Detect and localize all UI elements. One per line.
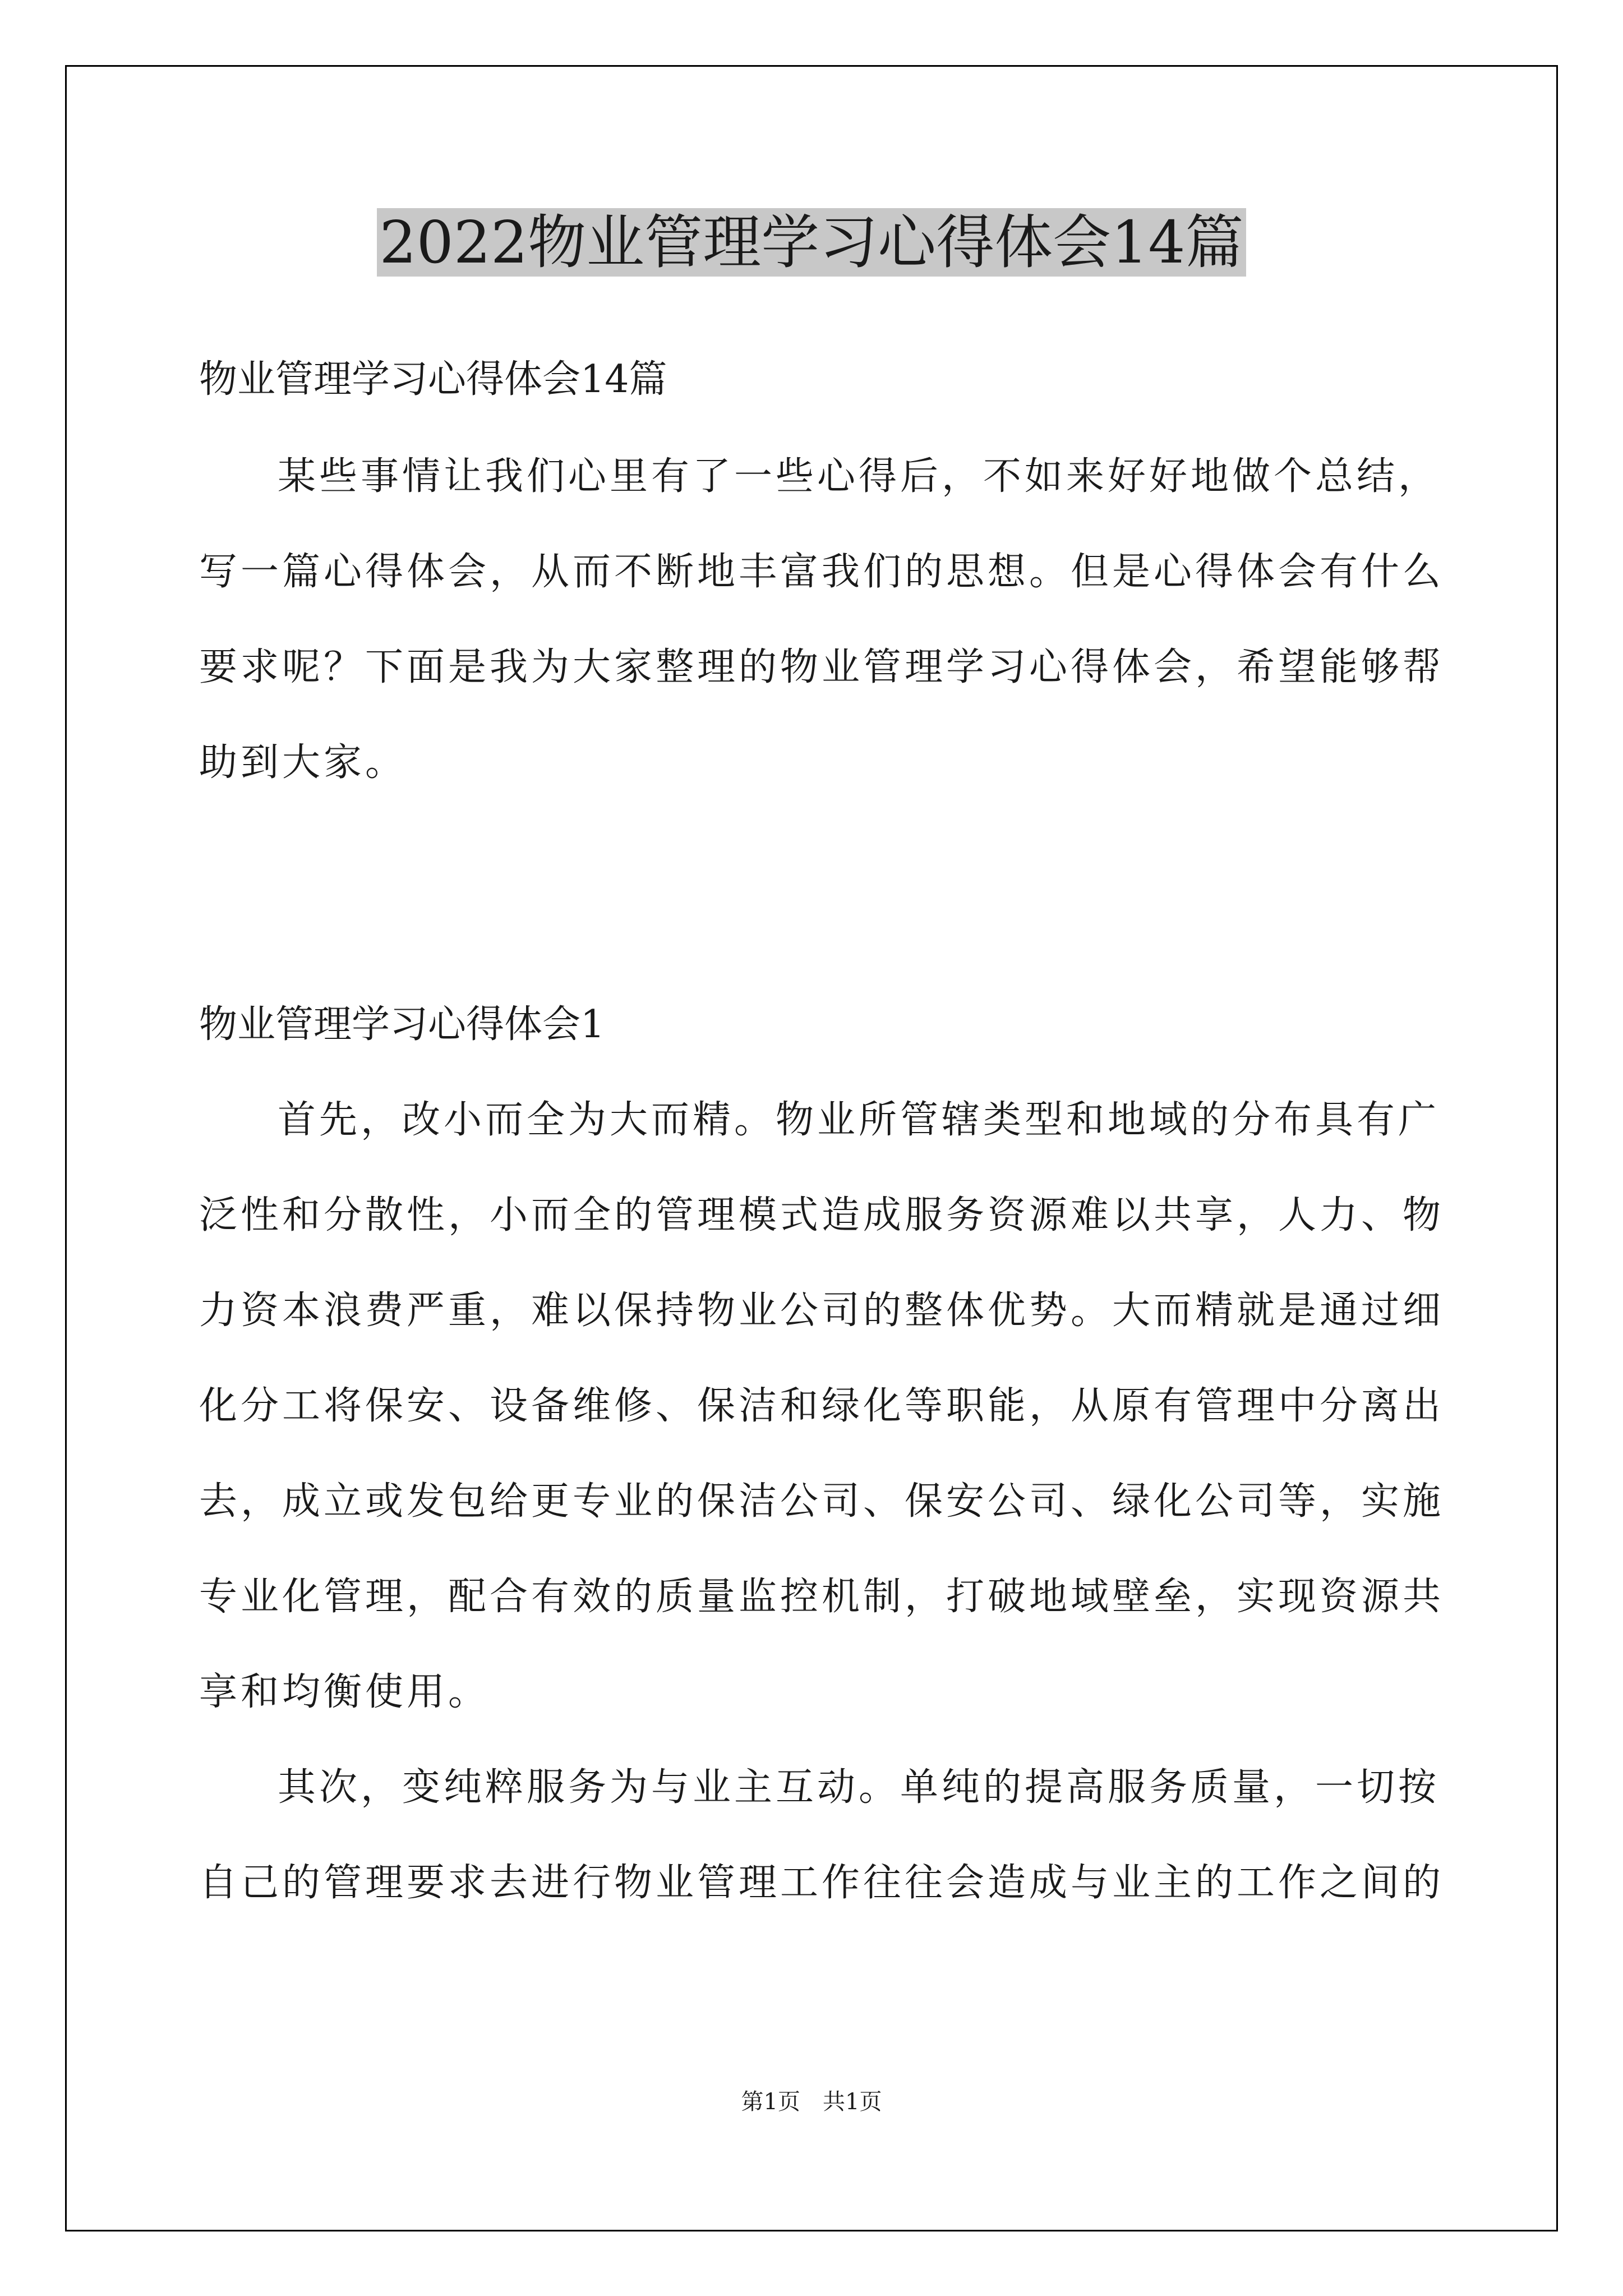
paragraph-line: 首先，改小而全为大而精。物业所管辖类型和地域的分布具有广 (278, 1098, 1440, 1142)
intro-line: 助到大家。 (199, 740, 407, 785)
paragraph-line: 自己的管理要求去进行物业管理工作往往会造成与业主的工作之间的 (199, 1861, 1445, 1905)
intro-line: 某些事情让我们心里有了一些心得后，不如来好好地做个总结， (278, 454, 1440, 499)
paragraph-line: 其次，变纯粹服务为与业主互动。单纯的提高服务质量，一切按 (278, 1765, 1440, 1810)
paragraph-line: 专业化管理，配合有效的质量监控机制，打破地域壁垒，实现资源共 (199, 1575, 1445, 1619)
document-subtitle: 物业管理学习心得体会14篇 (199, 357, 667, 402)
page-footer: 第1页 共1页 (741, 2089, 882, 2115)
section-heading: 物业管理学习心得体会1 (199, 1002, 605, 1047)
paragraph-line: 去，成立或发包给更专业的保洁公司、保安公司、绿化公司等，实施 (199, 1479, 1445, 1524)
intro-line: 要求呢？下面是我为大家整理的物业管理学习心得体会，希望能够帮 (199, 645, 1445, 689)
paragraph-line: 泛性和分散性，小而全的管理模式造成服务资源难以共享，人力、物 (199, 1193, 1445, 1237)
document-title: 2022物业管理学习心得体会14篇 (0, 203, 1623, 282)
intro-line: 写一篇心得体会，从而不断地丰富我们的思想。但是心得体会有什么 (199, 550, 1445, 594)
paragraph-line: 力资本浪费严重，难以保持物业公司的整体优势。大而精就是通过细 (199, 1289, 1445, 1333)
paragraph-line: 化分工将保安、设备维修、保洁和绿化等职能，从原有管理中分离出 (199, 1384, 1445, 1428)
paragraph-line: 享和均衡使用。 (199, 1670, 490, 1714)
